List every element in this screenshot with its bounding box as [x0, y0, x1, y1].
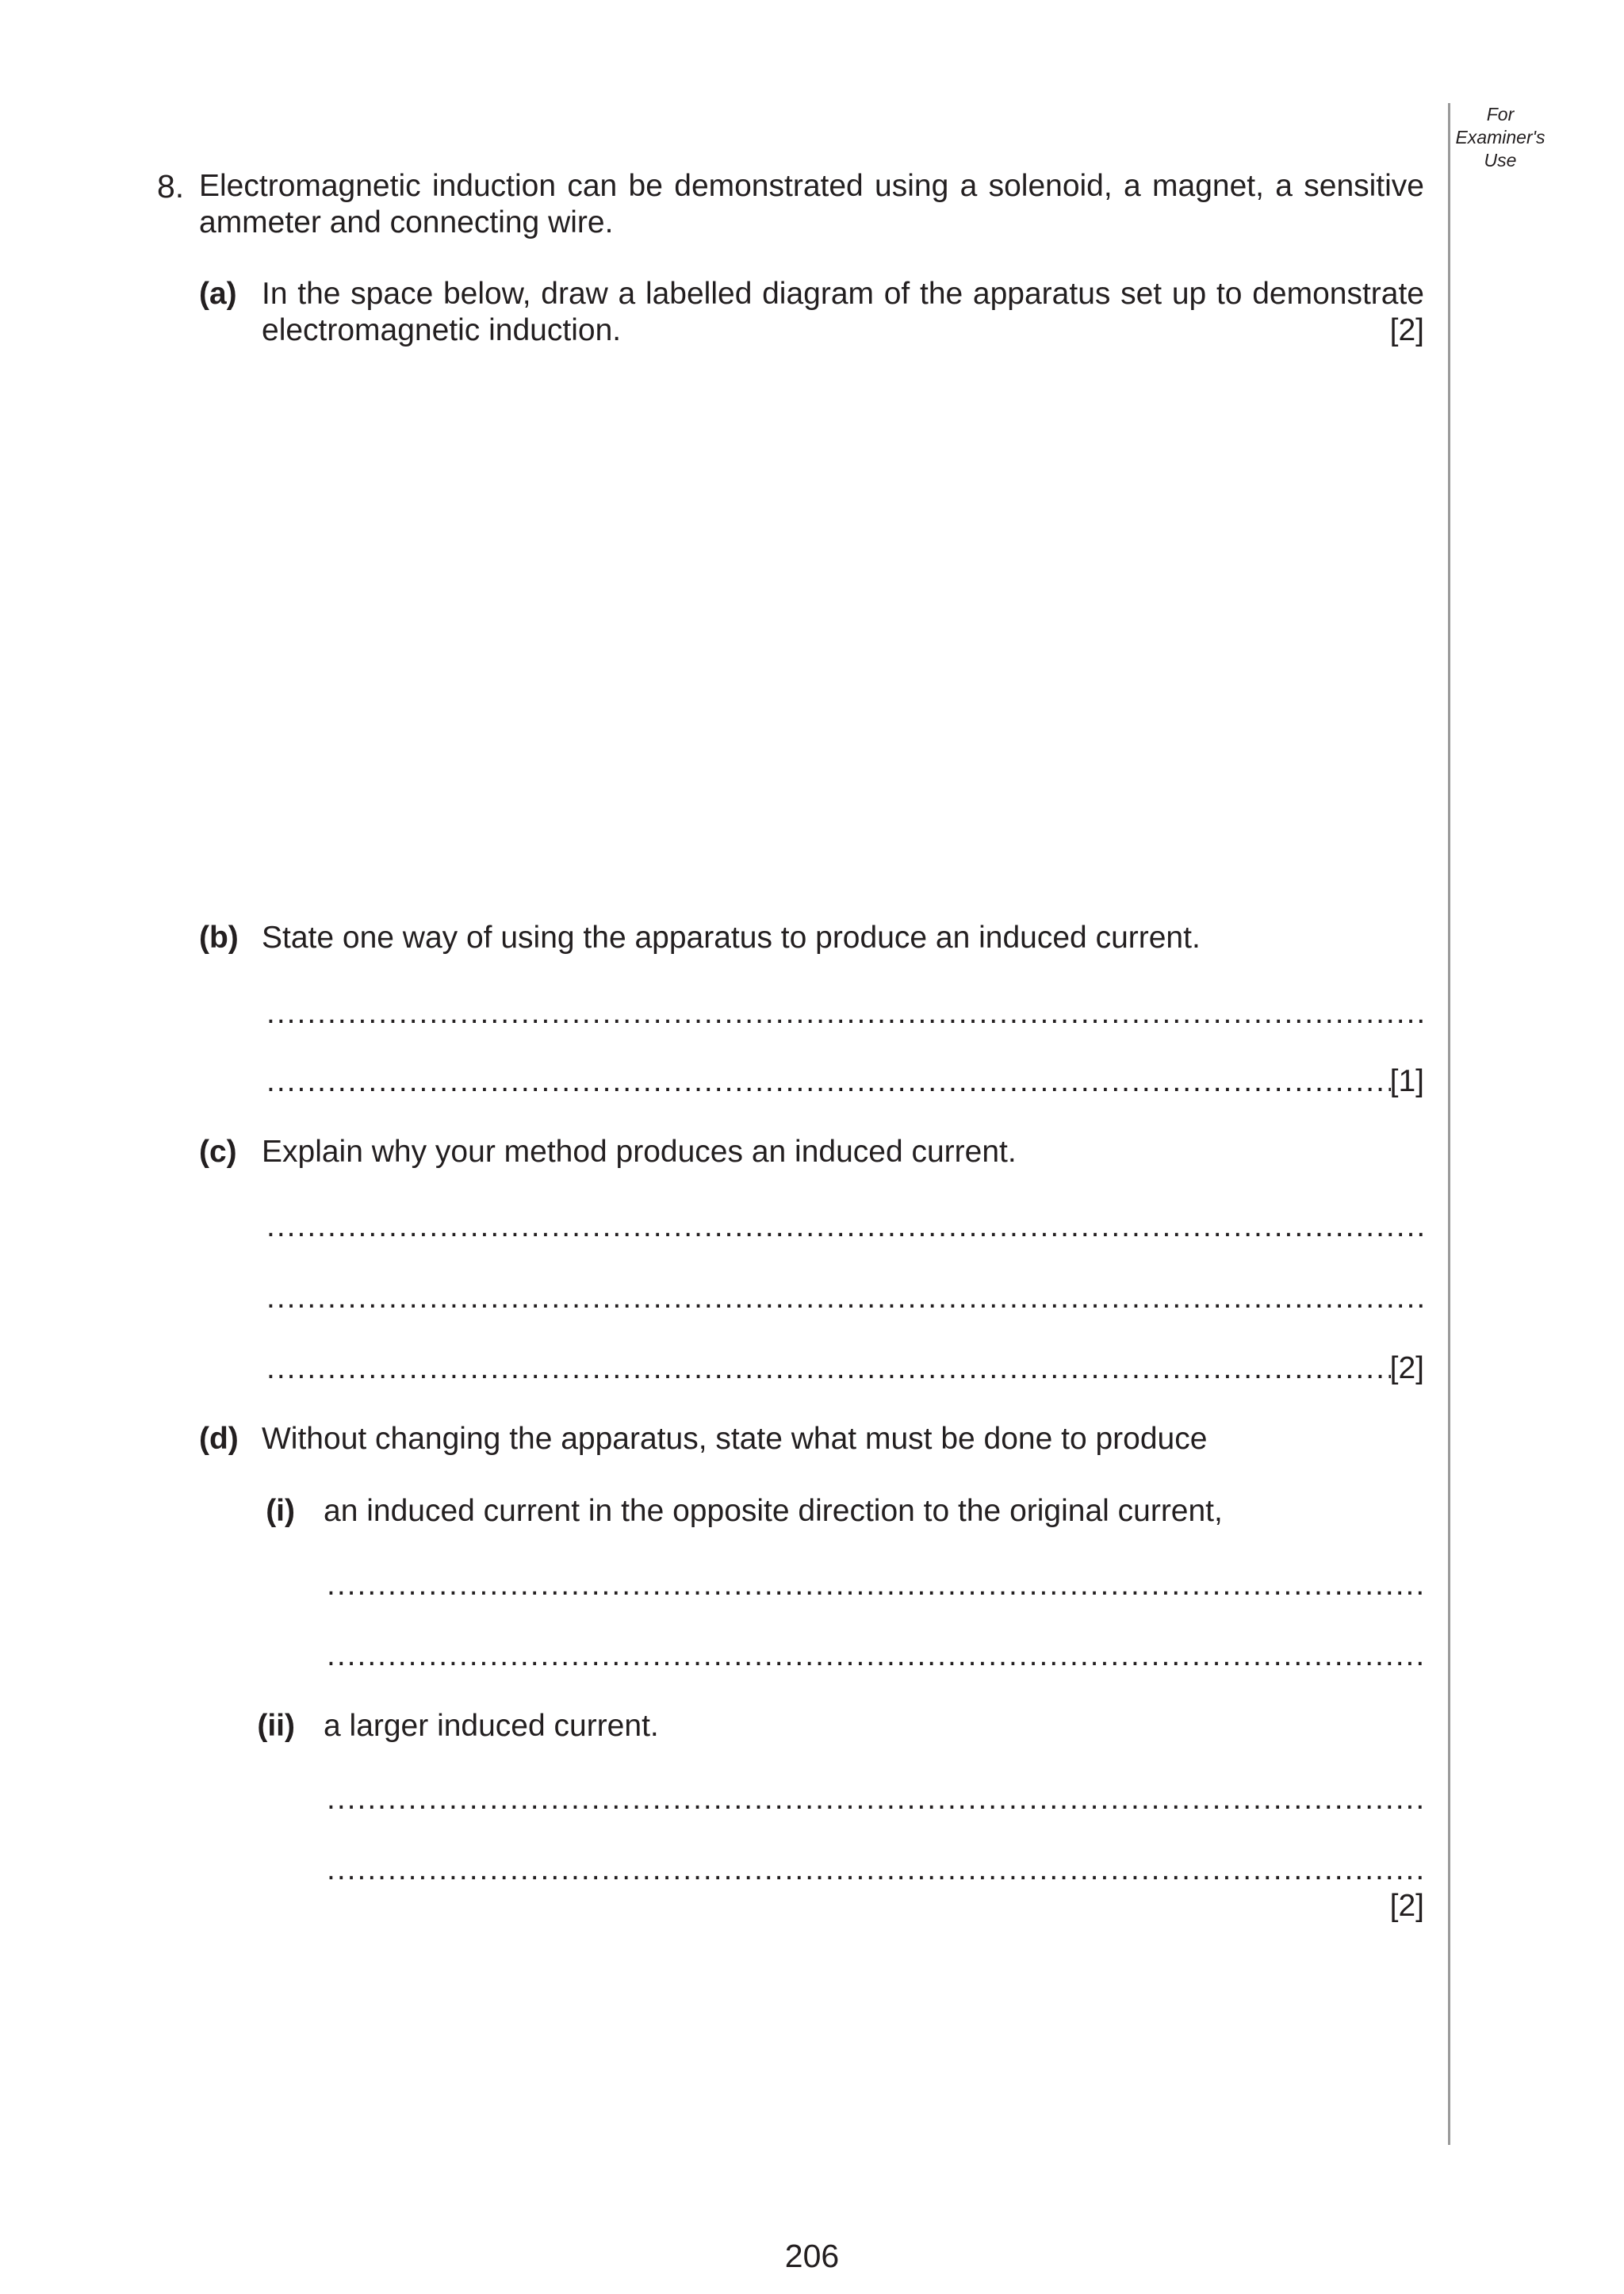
- part-label: (c): [199, 1135, 237, 1169]
- part-c-text: Explain why your method produces an induced current.: [262, 1135, 1017, 1169]
- answer-line[interactable]: [266, 995, 1424, 1032]
- marks-label: [1]: [1389, 1064, 1424, 1098]
- subpart-label: (i): [266, 1494, 295, 1528]
- marks-label: [2]: [1389, 313, 1424, 347]
- question-intro-line: Electromagnetic induction can be demonstrated using a solenoid, a magnet, a sensitive: [199, 169, 1424, 203]
- part-label: (b): [199, 921, 239, 955]
- question-intro-line: ammeter and connecting wire.: [199, 205, 614, 239]
- marks-label: [2]: [1389, 1351, 1424, 1385]
- subpart-label: (ii): [257, 1709, 295, 1743]
- part-a-text-line: In the space below, draw a labelled diagram of the apparatus set up to demonstrate: [262, 277, 1424, 311]
- subpart-ii-text: a larger induced current.: [324, 1709, 659, 1743]
- answer-line[interactable]: [266, 1350, 1391, 1387]
- page-number: 206: [784, 2238, 840, 2274]
- examiner-label-line: Use: [1484, 150, 1517, 170]
- part-label: (d): [199, 1422, 239, 1456]
- answer-line[interactable]: [327, 1567, 1424, 1603]
- examiner-use-label: [1451, 103, 1549, 172]
- examiner-label-line: Examiner's: [1455, 127, 1545, 147]
- examiner-label-line: For: [1486, 104, 1515, 124]
- part-a-text-line: electromagnetic induction.: [262, 313, 622, 347]
- question-number: 8.: [157, 168, 185, 205]
- marks-label: [2]: [1389, 1889, 1424, 1923]
- part-b-text: State one way of using the apparatus to produce an induced current.: [262, 921, 1201, 955]
- part-label: (a): [199, 277, 237, 311]
- answer-line[interactable]: [266, 1063, 1391, 1100]
- answer-line[interactable]: [266, 1280, 1424, 1316]
- part-d-text: Without changing the apparatus, state what must be done to produce: [262, 1422, 1208, 1456]
- answer-line[interactable]: [327, 1781, 1424, 1817]
- answer-line[interactable]: [327, 1637, 1424, 1674]
- subpart-i-text: an induced current in the opposite direction to the original current,: [324, 1494, 1223, 1528]
- examiner-margin-rule: [1448, 103, 1450, 2145]
- answer-line[interactable]: [327, 1852, 1424, 1888]
- diagram-answer-space[interactable]: [262, 365, 1424, 904]
- answer-line[interactable]: [266, 1208, 1424, 1245]
